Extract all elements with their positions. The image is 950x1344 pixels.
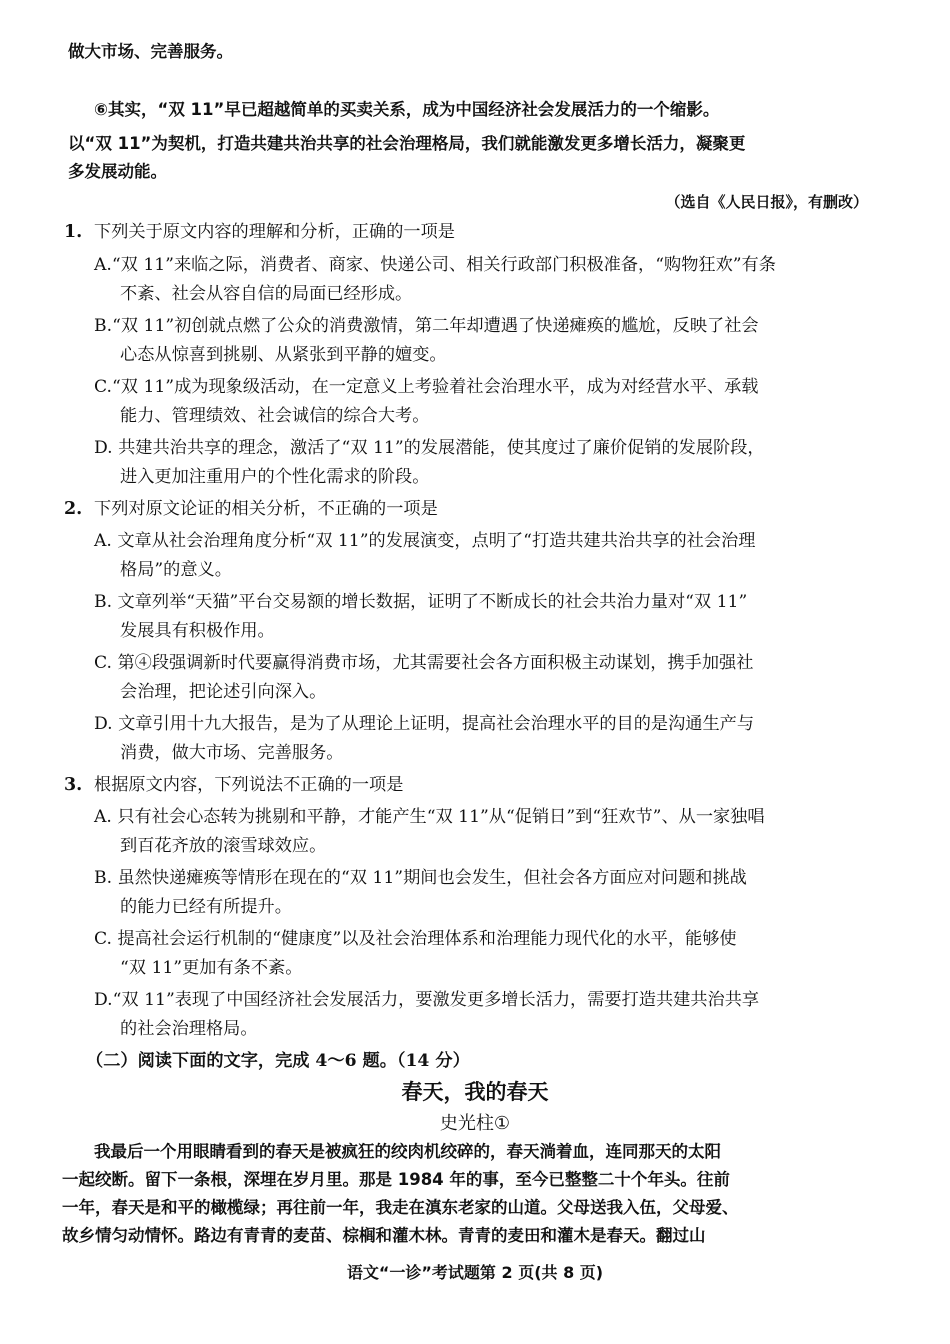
passage-line: 以“双 11”为契机，打造共建共治共享的社会治理格局，我们就能激发更多增长活力，凝聚更 (68, 134, 746, 153)
option-c-line1: C. 第④段强调新时代要赢得消费市场，尤其需要社会各方面积极主动谋划，携手加强社 (94, 653, 754, 673)
option-c-line2: 能力、管理绩效、社会诚信的综合大考。 (120, 406, 430, 426)
option-a-line1: A. 只有社会心态转为挑剔和平静，才能产生“双 11”从“促销日”到“狂欢节”、从一家独唱 (94, 807, 765, 827)
option-b-line2: 发展具有积极作用。 (120, 621, 275, 641)
question-stem: 下列关于原文内容的理解和分析，正确的一项是 (94, 222, 455, 242)
article-paragraph-line: 故乡情匀动情怀。路边有青青的麦苗、棕榈和灌木林。青青的麦田和灌木是春天。翻过山 (62, 1226, 706, 1245)
option-d-line1: D. 共建共治共享的理念，激活了“双 11”的发展潜能，使其度过了廉价促销的发展阶段， (94, 438, 765, 458)
option-c-line2: “双 11”更加有条不紊。 (120, 958, 303, 978)
article-paragraph-line: 我最后一个用眼睛看到的春天是被疯狂的绞肉机绞碎的，春天淌着血，连同那天的太阳 (94, 1142, 721, 1161)
option-a-line2: 到百花齐放的滚雪球效应。 (120, 836, 327, 856)
option-a-line1: A. 文章从社会治理角度分析“双 11”的发展演变，点明了“打造共建共治共享的社会治理 (94, 531, 756, 551)
source-citation: （选自《人民日报》，有删改） (665, 193, 868, 211)
passage-line: 多发展动能。 (68, 162, 167, 181)
option-d-line1: D. 文章引用十九大报告，是为了从理论上证明，提高社会治理水平的目的是沟通生产与 (94, 714, 755, 734)
section-heading: （二）阅读下面的文字，完成 4～6 题。（14 分） (86, 1051, 470, 1071)
option-b-line1: B. 虽然快递瘫痪等情形在现在的“双 11”期间也会发生，但社会各方面应对问题和挑战 (94, 868, 747, 888)
page-footer: 语文“一诊”考试题第 2 页(共 8 页) (346, 1263, 604, 1282)
question-stem: 下列对原文论证的相关分析，不正确的一项是 (94, 499, 438, 519)
passage-line: 做大市场、完善服务。 (68, 42, 233, 61)
option-c-line1: C.“双 11”成为现象级活动，在一定意义上考验着社会治理水平，成为对经营水平、承载 (94, 377, 759, 397)
question-stem: 根据原文内容，下列说法不正确的一项是 (94, 775, 404, 795)
article-paragraph-line: 一起绞断。留下一条根，深埋在岁月里。那是 1984 年的事，至今已整整二十个年头。往前 (62, 1170, 730, 1189)
article-paragraph-line: 一年，春天是和平的橄榄绿；再往前一年，我走在滇东老家的山道。父母送我入伍，父母爱、 (62, 1198, 739, 1217)
option-b-line2: 的能力已经有所提升。 (120, 897, 292, 917)
option-d-line2: 消费，做大市场、完善服务。 (120, 743, 344, 763)
question-number: 2. (64, 499, 83, 519)
option-d-line1: D.“双 11”表现了中国经济社会发展活力，要激发更多增长活力，需要打造共建共治共享 (94, 990, 760, 1010)
article-title: 春天，我的春天 (401, 1080, 549, 1104)
option-d-line2: 的社会治理格局。 (120, 1019, 258, 1039)
option-b-line1: B.“双 11”初创就点燃了公众的消费激情，第二年却遭遇了快递瘫痪的尴尬，反映了社会 (94, 316, 759, 336)
passage-line: ⑥其实，“双 11”早已超越简单的买卖关系，成为中国经济社会发展活力的一个缩影。 (94, 100, 720, 119)
question-number: 1. (64, 222, 83, 242)
option-b-line1: B. 文章列举“天猫”平台交易额的增长数据，证明了不断成长的社会共治力量对“双 11” (94, 592, 748, 612)
article-author: 史光柱① (439, 1113, 511, 1134)
option-a-line2: 不紊、社会从容自信的局面已经形成。 (120, 284, 413, 304)
option-c-line1: C. 提高社会运行机制的“健康度”以及社会治理体系和治理能力现代化的水平，能够使 (94, 929, 737, 949)
option-a-line2: 格局”的意义。 (120, 560, 232, 580)
question-number: 3. (64, 775, 83, 795)
option-c-line2: 会治理，把论述引向深入。 (120, 682, 327, 702)
option-b-line2: 心态从惊喜到挑剔、从紧张到平静的嬗变。 (120, 345, 447, 365)
option-d-line2: 进入更加注重用户的个性化需求的阶段。 (120, 467, 430, 487)
option-a-line1: A.“双 11”来临之际，消费者、商家、快递公司、相关行政部门积极准备，“购物狂欢”有条 (94, 255, 776, 275)
